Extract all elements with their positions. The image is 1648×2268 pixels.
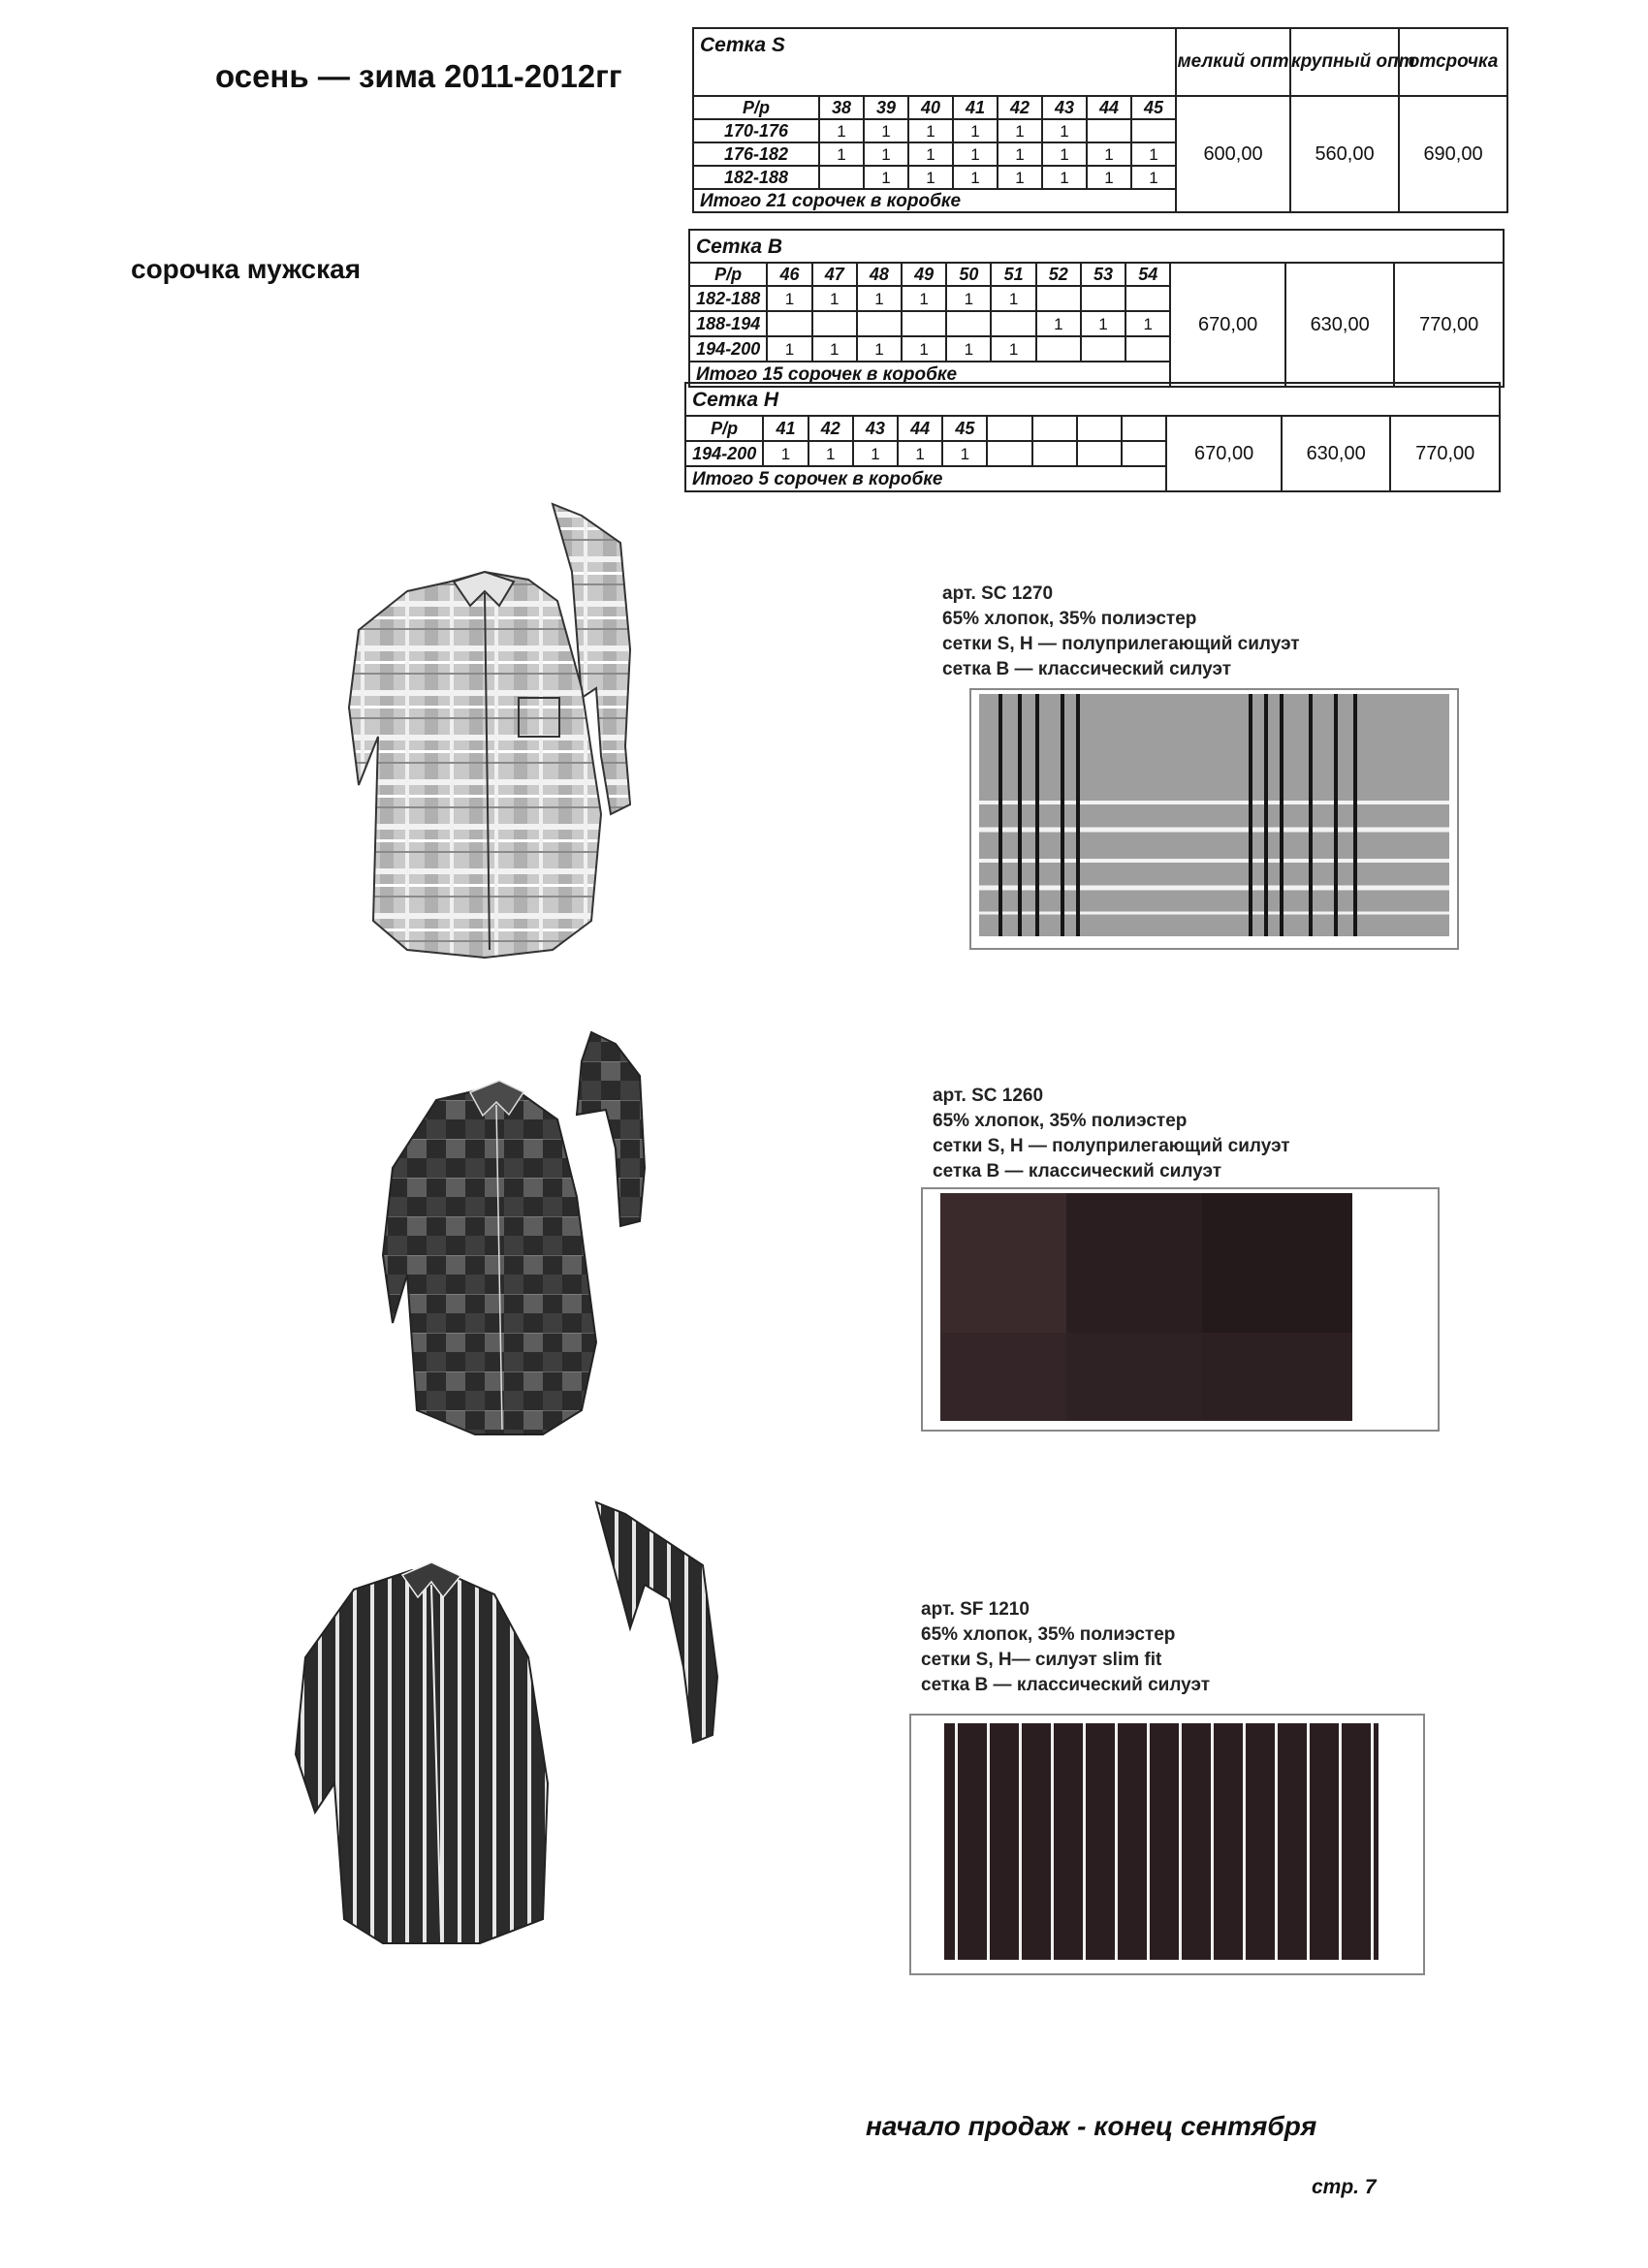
qty-cell: 1: [991, 336, 1035, 362]
grid-s-name: Сетка S: [693, 28, 1176, 96]
qty-cell: [767, 311, 811, 336]
size-cell: 40: [908, 96, 953, 119]
size-cell: 50: [946, 263, 991, 286]
grid-h-total: Итого 5 сорочек в коробке: [685, 466, 1166, 491]
qty-cell: 1: [908, 119, 953, 142]
article-code: арт. SC 1260: [933, 1086, 1044, 1106]
size-label: Р/р: [685, 416, 763, 441]
article-composition: 65% хлопок, 35% полиэстер: [942, 609, 1197, 629]
article-fit-sh: сетки S, H — полуприлегающий силуэт: [942, 634, 1300, 654]
qty-cell: 1: [942, 441, 987, 466]
qty-cell: 1: [864, 166, 908, 189]
qty-cell: 1: [1081, 311, 1125, 336]
qty-cell: 1: [819, 142, 864, 166]
article-fit-b: сетка В — классический силуэт: [942, 659, 1232, 679]
size-cell: [1032, 416, 1077, 441]
size-cell: 53: [1081, 263, 1125, 286]
qty-cell: 1: [953, 166, 998, 189]
qty-cell: 1: [902, 286, 946, 311]
grid-h-table: [684, 382, 1501, 492]
price-large: 560,00: [1290, 96, 1399, 212]
size-cell: 43: [853, 416, 898, 441]
qty-cell: 1: [864, 142, 908, 166]
price-deferred: 770,00: [1390, 416, 1500, 491]
qty-cell: [902, 311, 946, 336]
size-cell: [987, 416, 1031, 441]
grid-s-table: [692, 27, 1508, 213]
qty-cell: 1: [808, 441, 853, 466]
qty-cell: 1: [1125, 311, 1170, 336]
qty-cell: 1: [1087, 166, 1131, 189]
qty-cell: 1: [908, 166, 953, 189]
size-label: Р/р: [689, 263, 767, 286]
qty-cell: 1: [946, 336, 991, 362]
col-large-wholesale: крупный опт: [1290, 28, 1399, 96]
qty-cell: [1087, 119, 1131, 142]
price-small: 600,00: [1176, 96, 1290, 212]
height-cell: 176-182: [693, 142, 819, 166]
qty-cell: 1: [763, 441, 808, 466]
size-cell: 38: [819, 96, 864, 119]
swatch-check-dark: [921, 1187, 1440, 1432]
article-fit-sh: сетки S, H — полуприлегающий силуэт: [933, 1136, 1290, 1156]
qty-cell: [1036, 336, 1081, 362]
grid-b-name: Сетка В: [689, 230, 1504, 263]
qty-cell: [987, 441, 1031, 466]
grid-s-size-row: [693, 96, 1507, 119]
qty-cell: 1: [908, 142, 953, 166]
price-deferred: 770,00: [1394, 263, 1504, 387]
size-cell: 44: [898, 416, 942, 441]
size-cell: 46: [767, 263, 811, 286]
qty-cell: 1: [853, 441, 898, 466]
qty-cell: [1036, 286, 1081, 311]
size-cell: 49: [902, 263, 946, 286]
qty-cell: 1: [1131, 142, 1176, 166]
grid-h-name: Сетка Н: [685, 383, 1500, 416]
swatch-pinstripe-dark: [909, 1714, 1425, 1975]
qty-cell: 1: [998, 166, 1042, 189]
qty-cell: 1: [991, 286, 1035, 311]
qty-cell: 1: [767, 336, 811, 362]
qty-cell: 1: [857, 336, 902, 362]
qty-cell: [1032, 441, 1077, 466]
qty-cell: [1122, 441, 1166, 466]
shirt-illustration-plaid-light: [291, 494, 640, 969]
article-block: [933, 1084, 1290, 1184]
qty-cell: [1125, 336, 1170, 362]
price-deferred: 690,00: [1399, 96, 1507, 212]
height-cell: 170-176: [693, 119, 819, 142]
height-cell: 194-200: [689, 336, 767, 362]
qty-cell: 1: [946, 286, 991, 311]
qty-cell: 1: [1036, 311, 1081, 336]
article-block: [942, 582, 1300, 682]
size-cell: 39: [864, 96, 908, 119]
grid-s-total: Итого 21 сорочек в коробке: [693, 189, 1176, 212]
grid-b-total: Итого 15 сорочек в коробке: [689, 362, 1170, 387]
qty-cell: 1: [998, 142, 1042, 166]
size-cell: 41: [953, 96, 998, 119]
size-cell: [1077, 416, 1122, 441]
size-cell: 47: [812, 263, 857, 286]
qty-cell: [1131, 119, 1176, 142]
shirt-illustration-pinstripe-dark: [276, 1493, 732, 1948]
qty-cell: 1: [953, 142, 998, 166]
page-number: стр. 7: [1312, 2176, 1377, 2198]
size-cell: 45: [1131, 96, 1176, 119]
qty-cell: 1: [1042, 166, 1087, 189]
article-fit-sh: сетки S, H— силуэт slim fit: [921, 1650, 1162, 1670]
qty-cell: [1125, 286, 1170, 311]
col-deferred: отсрочка: [1399, 28, 1507, 96]
size-cell: 48: [857, 263, 902, 286]
qty-cell: 1: [1042, 142, 1087, 166]
article-composition: 65% хлопок, 35% полиэстер: [921, 1624, 1176, 1645]
article-code: арт. SC 1270: [942, 583, 1054, 604]
qty-cell: 1: [1087, 142, 1131, 166]
qty-cell: [857, 311, 902, 336]
shirt-illustration-check-dark: [330, 1023, 664, 1439]
size-cell: 41: [763, 416, 808, 441]
height-cell: 182-188: [689, 286, 767, 311]
col-small-wholesale: мелкий опт: [1176, 28, 1290, 96]
qty-cell: 1: [857, 286, 902, 311]
article-fit-b: сетка В — классический силуэт: [933, 1161, 1222, 1181]
qty-cell: 1: [998, 119, 1042, 142]
article-fit-b: сетка В — классический силуэт: [921, 1675, 1211, 1695]
size-cell: 43: [1042, 96, 1087, 119]
size-cell: 52: [1036, 263, 1081, 286]
size-cell: 45: [942, 416, 987, 441]
height-cell: 182-188: [693, 166, 819, 189]
qty-cell: 1: [864, 119, 908, 142]
height-cell: 188-194: [689, 311, 767, 336]
qty-cell: 1: [812, 286, 857, 311]
size-cell: 42: [808, 416, 853, 441]
qty-cell: 1: [819, 119, 864, 142]
size-cell: [1122, 416, 1166, 441]
season-title: осень — зима 2011-2012гг: [215, 58, 622, 94]
qty-cell: [812, 311, 857, 336]
article-block: [921, 1597, 1210, 1698]
price-small: 670,00: [1170, 263, 1285, 387]
qty-cell: 1: [1131, 166, 1176, 189]
size-cell: 54: [1125, 263, 1170, 286]
qty-cell: [819, 166, 864, 189]
height-cell: 194-200: [685, 441, 763, 466]
price-small: 670,00: [1166, 416, 1282, 491]
qty-cell: [1081, 286, 1125, 311]
size-cell: 42: [998, 96, 1042, 119]
qty-cell: 1: [767, 286, 811, 311]
qty-cell: 1: [812, 336, 857, 362]
qty-cell: [1077, 441, 1122, 466]
grid-b-table: [688, 229, 1505, 388]
qty-cell: 1: [953, 119, 998, 142]
sales-start-note: начало продаж - конец сентября: [866, 2111, 1317, 2141]
qty-cell: 1: [902, 336, 946, 362]
article-code: арт. SF 1210: [921, 1599, 1030, 1620]
qty-cell: 1: [898, 441, 942, 466]
size-cell: 51: [991, 263, 1035, 286]
price-large: 630,00: [1282, 416, 1391, 491]
category-title: сорочка мужская: [131, 254, 362, 284]
article-composition: 65% хлопок, 35% полиэстер: [933, 1111, 1188, 1131]
qty-cell: [991, 311, 1035, 336]
qty-cell: [946, 311, 991, 336]
size-label: Р/р: [693, 96, 819, 119]
swatch-plaid-light: [969, 688, 1459, 950]
qty-cell: [1081, 336, 1125, 362]
price-large: 630,00: [1285, 263, 1395, 387]
size-cell: 44: [1087, 96, 1131, 119]
qty-cell: 1: [1042, 119, 1087, 142]
